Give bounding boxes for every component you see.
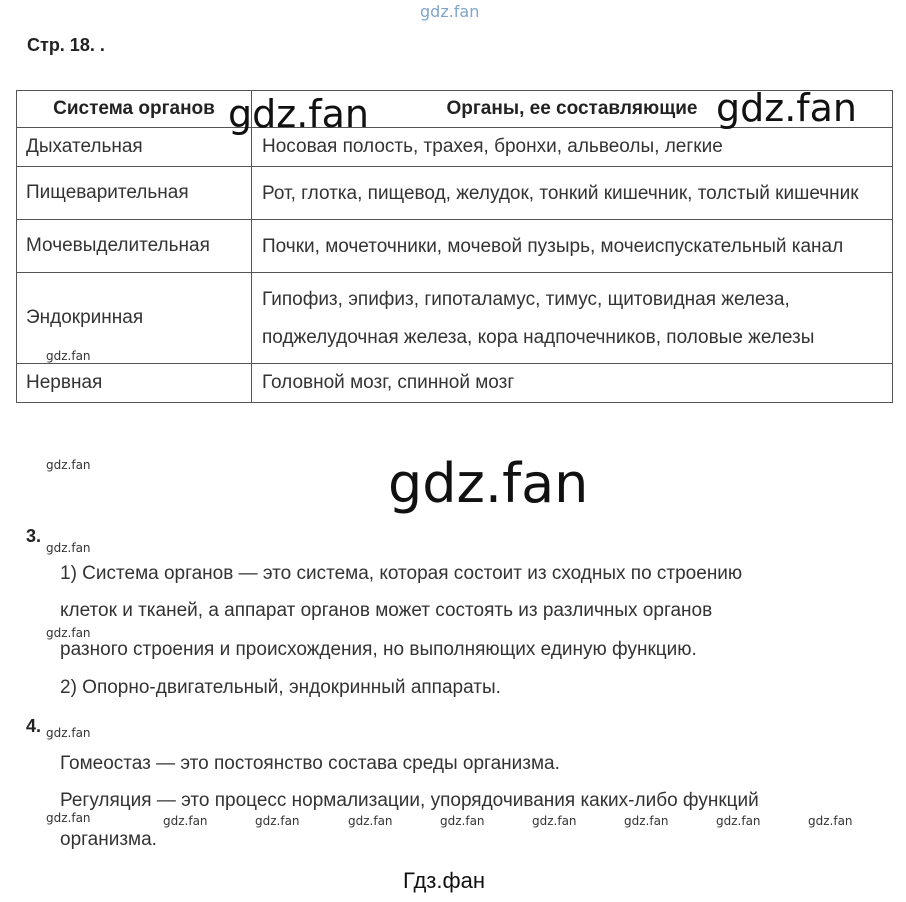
column-header-organs: Органы, ее составляющие [252, 91, 893, 128]
page-heading: Стр. 18. . [27, 35, 105, 55]
watermark-small: gdz.fan [255, 814, 300, 828]
watermark-small: gdz.fan [532, 814, 577, 828]
table-row [17, 167, 893, 220]
watermark-large: gdz.fan [716, 86, 858, 130]
organs-cell: Носовая полость, трахея, бронхи, альвеолы, легкие [252, 128, 893, 167]
watermark-small: gdz.fan [46, 626, 91, 640]
watermark-top: gdz.fan [420, 2, 480, 21]
watermark-small: gdz.fan [163, 814, 208, 828]
system-cell: Мочевыделительная [17, 220, 252, 273]
system-cell: Пищеварительная [17, 167, 252, 220]
watermark-small: gdz.fan [46, 458, 91, 472]
watermark-small: gdz.fan [716, 814, 761, 828]
watermark-small: gdz.fan [440, 814, 485, 828]
watermark-small: gdz.fan [624, 814, 669, 828]
section-3-line: 1) Система органов — это система, которая состоит из сходных по строению [60, 563, 743, 584]
section-3-number: 3. [26, 526, 42, 546]
organs-cell: Гипофиз, эпифиз, гипоталамус, тимус, щитовидная железа, поджелудочная железа, кора надпочечников, половые железы [252, 273, 893, 364]
section-3-line: разного строения и происхождения, но выполняющих единую функцию. [60, 639, 697, 660]
section-3-line: клеток и тканей, а аппарат органов может состоять из различных органов [60, 600, 713, 621]
organs-cell: Головной мозг, спинной мозг [252, 364, 893, 403]
system-cell: Нервная [17, 364, 252, 403]
watermark-small: gdz.fan [348, 814, 393, 828]
system-cell: Дыхательная [17, 128, 252, 167]
watermark-small: gdz.fan [46, 726, 91, 740]
column-header-system: Система органов [17, 91, 252, 128]
watermark-small: gdz.fan [46, 541, 91, 555]
watermark-small: gdz.fan [46, 349, 91, 363]
table-row [17, 128, 893, 167]
organs-table [16, 90, 893, 403]
watermark-small: gdz.fan [808, 814, 853, 828]
organs-cell: Почки, мочеточники, мочевой пузырь, мочеиспускательный канал [252, 220, 893, 273]
section-4-line: Гомеостаз — это постоянство состава среды организма. [60, 753, 560, 774]
watermark-small: gdz.fan [46, 811, 91, 825]
footer-text: Гдз.фан [403, 868, 485, 893]
table-row [17, 364, 893, 403]
organs-cell: Рот, глотка, пищевод, желудок, тонкий кишечник, толстый кишечник [252, 167, 893, 220]
watermark-large: gdz.fan [228, 92, 370, 136]
section-4-line: Регуляция — это процесс нормализации, упорядочивания каких-либо функций [60, 790, 759, 811]
section-4-line: организма. [60, 829, 157, 850]
watermark-large: gdz.fan [388, 452, 589, 515]
system-cell: Эндокринная [17, 273, 252, 364]
table-row [17, 273, 893, 364]
section-4-number: 4. [26, 716, 42, 736]
table-row [17, 220, 893, 273]
section-3-line: 2) Опорно-двигательный, эндокринный аппараты. [60, 677, 501, 698]
